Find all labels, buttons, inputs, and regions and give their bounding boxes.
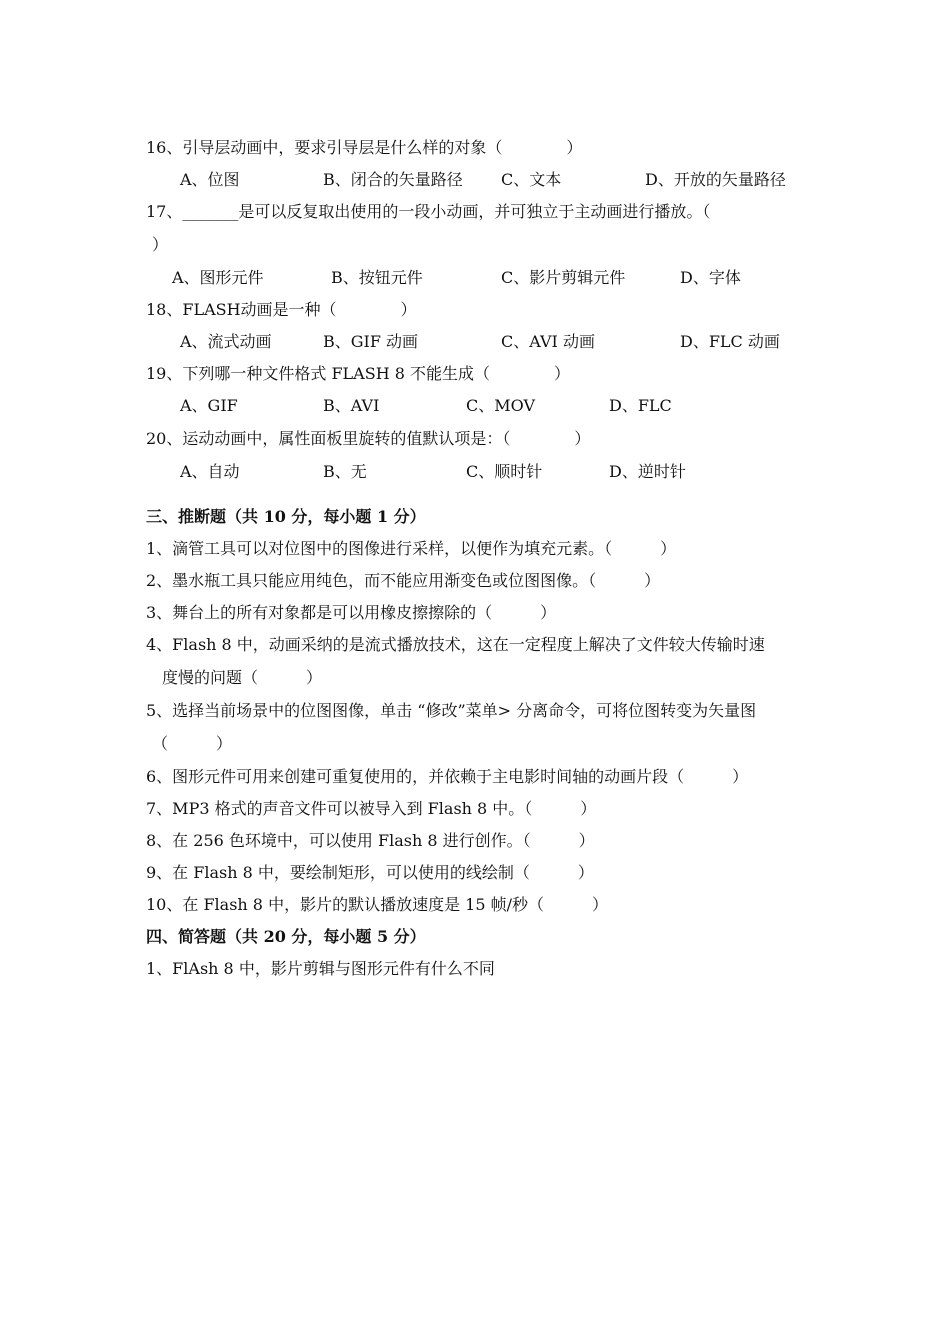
question-16-option-c: C、文本 [501,170,562,189]
question-18-option-c: C、AVI 动画 [501,332,595,351]
question-16-stem: 16、引导层动画中，要求引导层是什么样的对象（ ） [146,138,583,157]
question-20-option-c: C、顺时针 [466,462,543,481]
judgment-item-1: 1、滴管工具可以对位图中的图像进行采样，以便作为填充元素。（ ） [146,539,677,558]
question-20-option-d: D、逆时针 [609,462,686,481]
section-4-heading: 四、简答题（共 20 分，每小题 5 分） [146,927,426,946]
judgment-item-7: 7、MP3 格式的声音文件可以被导入到 Flash 8 中。（ ） [146,799,597,818]
question-18-option-a: A、流式动画 [180,332,272,351]
question-16-option-a: A、位图 [180,170,240,189]
question-19-option-a: A、GIF [180,396,238,415]
judgment-item-5: 5、选择当前场景中的位图图像，单击 “修改”菜单> 分离命令，可将位图转变为矢量图 [146,701,757,720]
question-20-option-b: B、无 [323,462,367,481]
judgment-item-6: 6、图形元件可用来创建可重复使用的，并依赖于主电影时间轴的动画片段（ ） [146,767,749,786]
question-17-option-c: C、影片剪辑元件 [501,268,626,287]
question-16-option-b: B、闭合的矢量路径 [323,170,463,189]
question-17-stem: 17、_______是可以反复取出使用的一段小动画，并可独立于主动画进行播放。（ [146,202,711,221]
short-answer-item-1: 1、FlAsh 8 中，影片剪辑与图形元件有什么不同 [146,959,495,978]
question-19-option-c: C、MOV [466,396,536,415]
judgment-item-5-continued: （ ） [152,734,233,753]
judgment-item-9: 9、在 Flash 8 中，要绘制矩形，可以使用的线绘制（ ） [146,863,594,882]
question-19-option-b: B、AVI [323,396,380,415]
question-17-option-a: A、图形元件 [172,268,264,287]
question-20-option-a: A、自动 [180,462,240,481]
judgment-item-8: 8、在 256 色环境中，可以使用 Flash 8 进行创作。（ ） [146,831,595,850]
question-17-option-d: D、字体 [680,268,741,287]
judgment-item-4: 4、Flash 8 中，动画采纳的是流式播放技术，这在一定程度上解决了文件较大传输时速 [146,635,765,654]
judgment-item-4-continued: 度慢的问题（ ） [162,668,323,687]
question-19-stem: 19、下列哪一种文件格式 FLASH 8 不能生成（ ） [146,364,570,383]
question-17-option-b: B、按钮元件 [331,268,423,287]
question-20-stem: 20、运动动画中，属性面板里旋转的值默认项是：（ ） [146,429,591,448]
question-17-stem-continued: ） [152,235,169,254]
question-16-option-d: D、开放的矢量路径 [645,170,786,189]
question-18-option-b: B、GIF 动画 [323,332,419,351]
question-18-stem: 18、FLASH动画是一种（ ） [146,300,417,319]
judgment-item-2: 2、墨水瓶工具只能应用纯色，而不能应用渐变色或位图图像。（ ） [146,571,661,590]
judgment-item-3: 3、舞台上的所有对象都是可以用橡皮擦擦除的（ ） [146,603,557,622]
question-18-option-d: D、FLC 动画 [680,332,780,351]
section-3-heading: 三、推断题（共 10 分，每小题 1 分） [146,507,426,526]
question-19-option-d: D、FLC [609,396,672,415]
judgment-item-10: 10、在 Flash 8 中，影片的默认播放速度是 15 帧/秒（ ） [146,895,608,914]
